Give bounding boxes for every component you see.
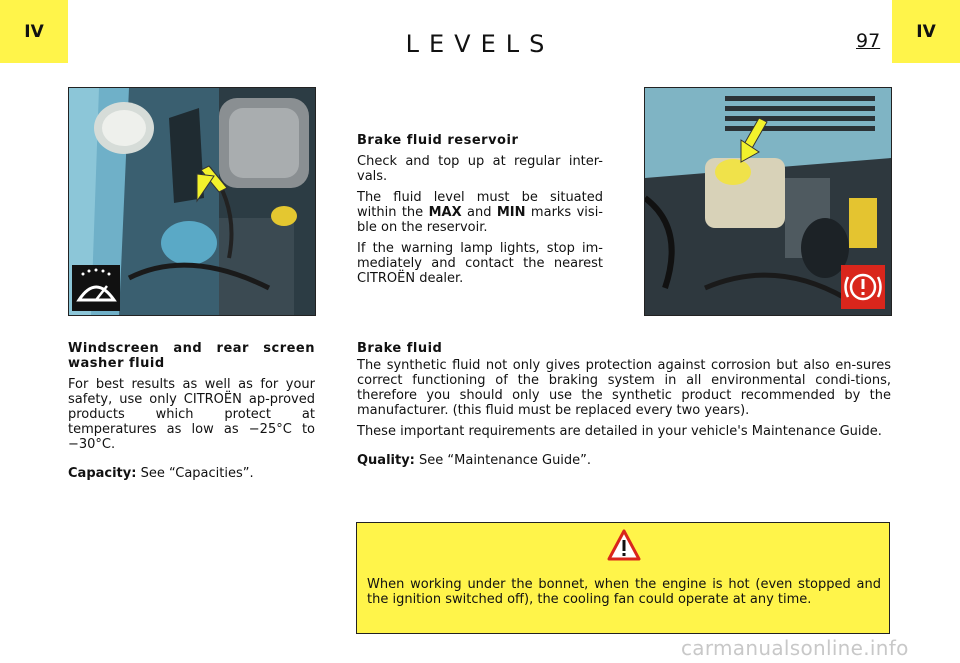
- brake-fluid-p2: These important requirements are detailed in your vehicle's Maintenance Guide.: [357, 424, 882, 439]
- warning-text: When working under the bonnet, when the engine is hot (even stopped and the ignition switched off), the cooling fan could operate at any time.: [367, 577, 881, 607]
- chapter-label-right: IV: [916, 21, 936, 42]
- max-mark: MAX: [428, 205, 462, 220]
- washer-fluid-icon: [72, 265, 120, 311]
- brake-fluid-p1: The synthetic fluid not only gives protection against corrosion but also en-sures correct functioning of the braking system in all environmental condi-tions, therefore you should only use the synthetic product recommended by the manufacturer. (this fluid must be replaced every two years).: [357, 358, 891, 418]
- brake-reservoir-p2: The fluid level must be situated within the MAX and MIN marks visi-ble on the reservoir.: [357, 190, 603, 235]
- brake-warning-icon: [841, 265, 885, 309]
- brake-fluid-section: [357, 341, 891, 474]
- brake-reservoir-section: [357, 133, 603, 292]
- washer-heading: Windscreen and rear screen washer fluid: [68, 341, 315, 371]
- page-number: 97: [856, 30, 881, 52]
- washer-section: [68, 341, 315, 487]
- min-mark: MIN: [496, 205, 526, 220]
- brake-fluid-quality: [357, 453, 891, 468]
- chapter-label-left: IV: [24, 21, 44, 42]
- brake-reservoir-photo: [644, 87, 892, 316]
- washer-capacity: [68, 466, 315, 481]
- warning-triangle-icon: [607, 529, 641, 561]
- washer-reservoir-photo: [68, 87, 316, 316]
- page-title: LEVELS: [405, 30, 555, 58]
- brake-reservoir-p1: Check and top up at regular inter-vals.: [357, 154, 603, 184]
- capacity-label: Capacity:: [68, 466, 137, 481]
- brake-fluid-heading: Brake fluid: [357, 341, 443, 356]
- brake-reservoir-p3: If the warning lamp lights, stop im-mediately and contact the nearest CITROËN dealer.: [357, 241, 603, 286]
- warning-box: [356, 522, 890, 634]
- washer-body: For best results as well as for your safety, use only CITROËN ap-proved products which protect at temperatures as low as −25°C to −30°C.: [68, 377, 315, 452]
- quality-value: See “Maintenance Guide”.: [414, 453, 592, 468]
- brake-reservoir-heading: Brake fluid reservoir: [357, 133, 519, 148]
- watermark: carmanualsonline.info: [681, 636, 909, 660]
- quality-label: Quality:: [357, 453, 415, 468]
- capacity-value: See “Capacities”.: [136, 466, 254, 481]
